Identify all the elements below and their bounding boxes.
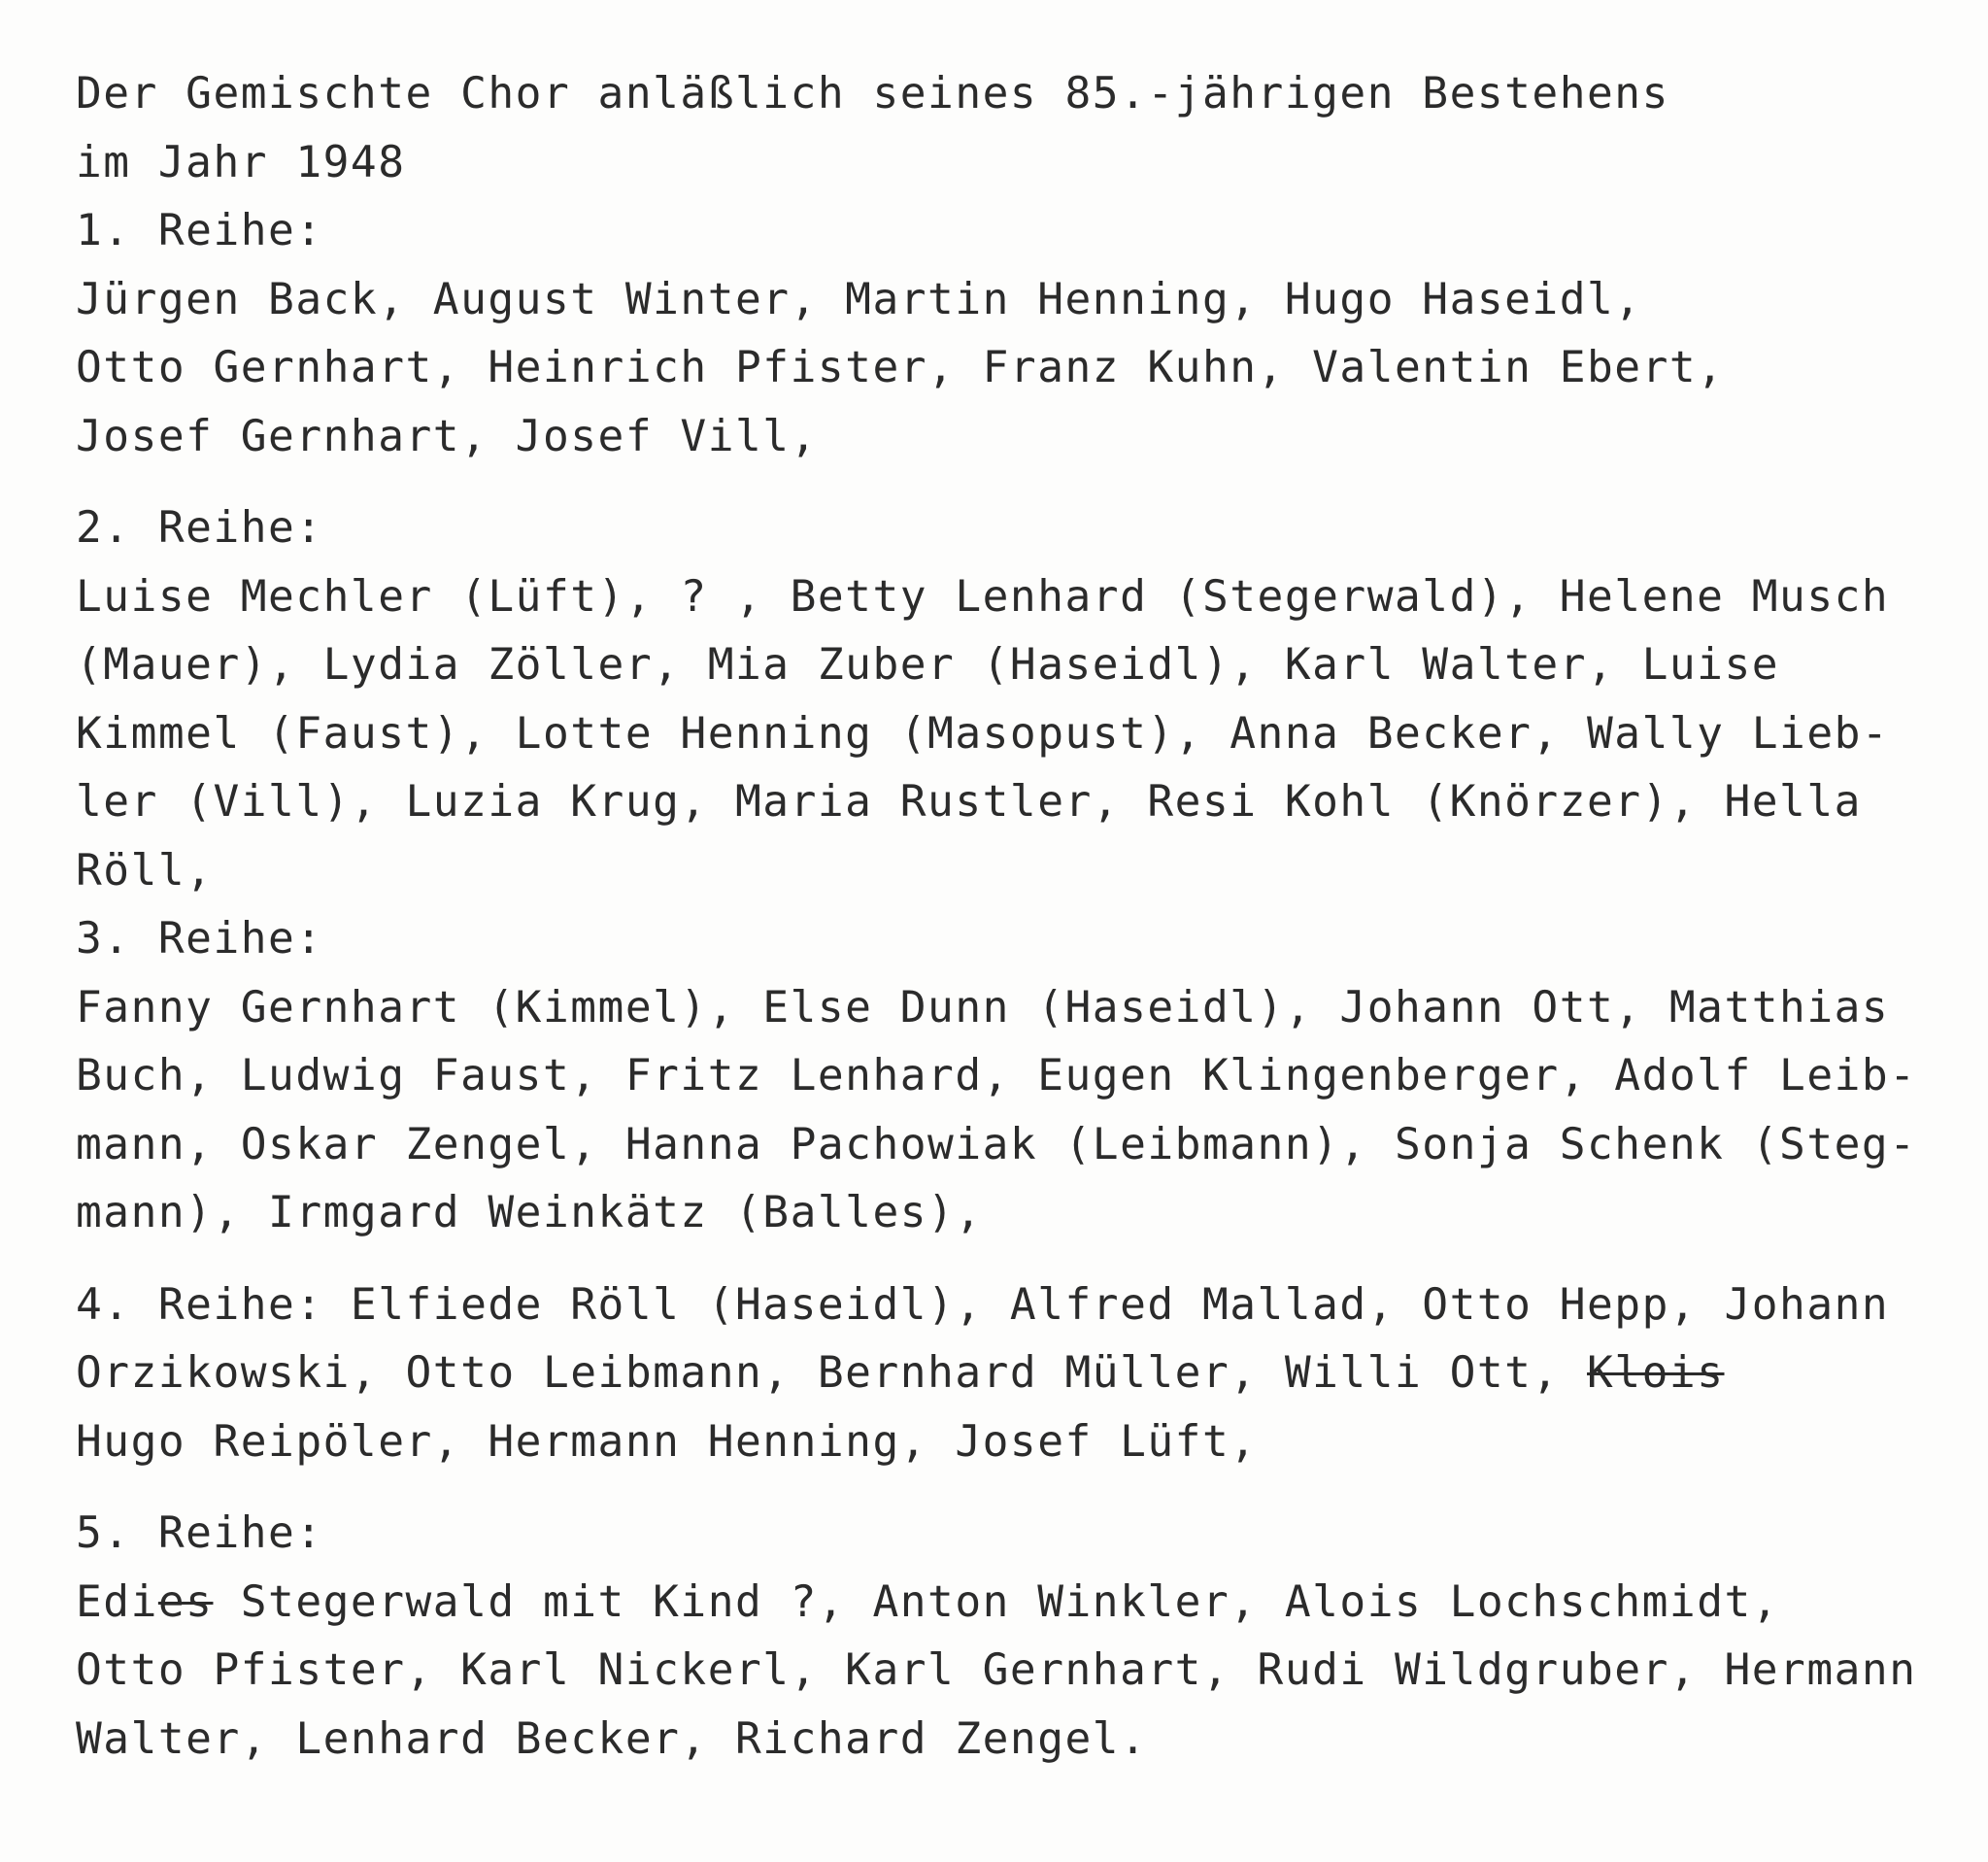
title-line-2: im Jahr 1948 [76,137,406,187]
corrected-name-prefix: Edi [76,1576,158,1627]
row-5-heading: 5. Reihe: [76,1508,323,1558]
row-1-names-2: Otto Gernhart, Heinrich Pfister, Franz Kuhn, Valentin Ebert, [76,343,1725,392]
row-1-heading: 1. Reihe: [76,206,323,255]
struck-out-text: Klois [1587,1348,1725,1398]
row-4-heading-and-names-1: 4. Reihe: Elfiede Röll (Haseidl), Alfred Mallad, Otto Hepp, Johann [76,1279,1890,1330]
row-4-names-3: Hugo Reipöler, Hermann Henning, Josef Lüft, [76,1416,1258,1467]
row-2-names-1: Luise Mechler (Lüft), ? , Betty Lenhard (Stegerwald), Helene Musch [76,571,1890,622]
row-5-names-1 [76,1569,1960,1638]
row-5-names-2: Otto Pfister, Karl Nickerl, Karl Gernhart, Rudi Wildgruber, Hermann [76,1645,1917,1695]
row-5-names-3: Walter, Lenhard Becker, Richard Zengel. [76,1713,1148,1764]
row-3-names-2: Buch, Ludwig Faust, Fritz Lenhard, Eugen Klingenberger, Adolf Leib- [76,1051,1917,1100]
document-body [76,60,1960,1774]
row-1-names-1: Jürgen Back, August Winter, Martin Henning, Hugo Haseidl, [76,274,1642,324]
paragraph-gap [76,1476,1960,1500]
row-4-names-2-text: Orzikowski, Otto Leibmann, Bernhard Müller, Willi Ott, [76,1348,1560,1398]
corrected-name-struck: es [157,1576,214,1627]
row-5-names-1-text: Stegerwald mit Kind ?, Anton Winkler, Alois Lochschmidt, [240,1576,1780,1627]
row-2-heading: 2. Reihe: [76,503,323,553]
row-3-names-1: Fanny Gernhart (Kimmel), Else Dunn (Haseidl), Johann Ott, Matthias [76,982,1890,1033]
title-line-1: Der Gemischte Chor anläßlich seines 85.-jährigen Bestehens [76,69,1669,118]
row-2-names-5: Röll, [76,845,214,896]
row-3-heading: 3. Reihe: [76,914,323,964]
paragraph-gap [76,471,1960,494]
paragraph-gap [76,1248,1960,1271]
row-3-names-3: mann, Oskar Zengel, Hanna Pachowiak (Leibmann), Sonja Schenk (Steg- [76,1119,1917,1169]
row-2-names-3: Kimmel (Faust), Lotte Henning (Masopust), Anna Becker, Wally Lieb- [76,708,1890,759]
row-3-names-4: mann), Irmgard Weinkätz (Balles), [76,1188,983,1237]
row-2-names-2: (Mauer), Lydia Zöller, Mia Zuber (Haseidl), Karl Walter, Luise [76,640,1780,690]
row-2-names-4: ler (Vill), Luzia Krug, Maria Rustler, Resi Kohl (Knörzer), Hella [76,777,1862,827]
row-4-names-2 [76,1339,1960,1408]
row-1-names-3: Josef Gernhart, Josef Vill, [76,411,818,461]
